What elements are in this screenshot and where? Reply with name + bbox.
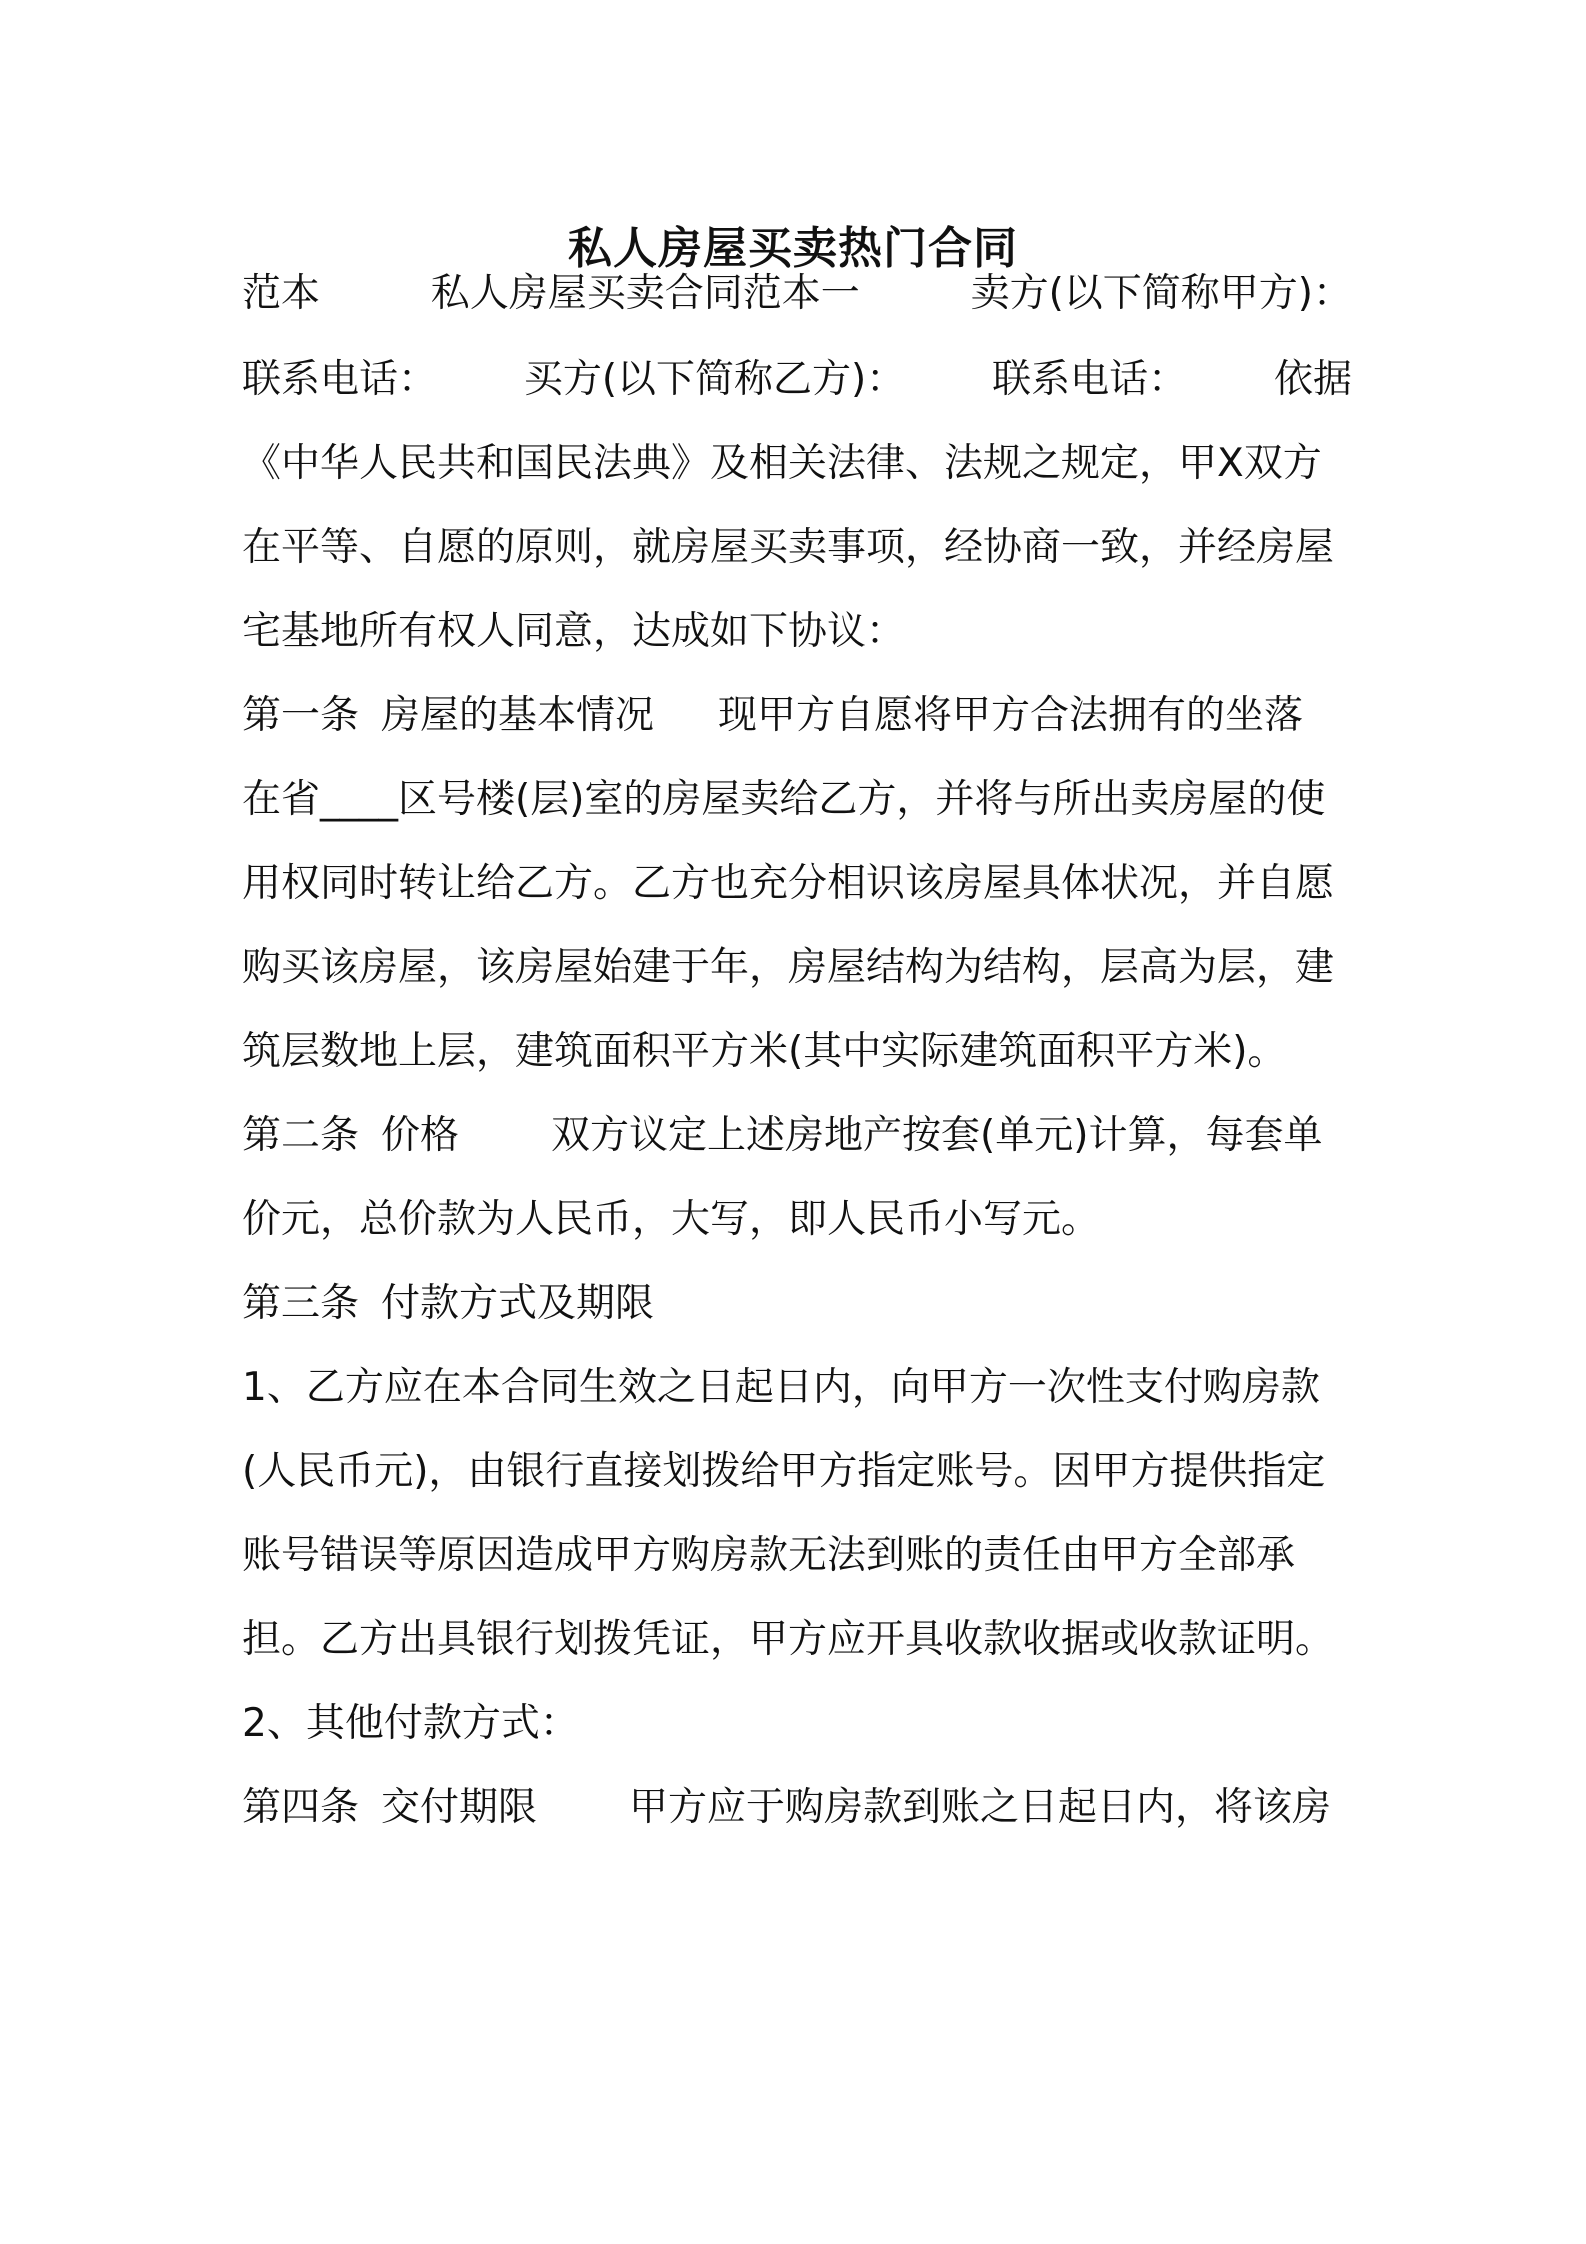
body-text: 1、乙方应在本合同生效之日起日内，向甲方一次性支付购房款 [242,1365,1320,1410]
article-4-heading-line [242,1778,1352,1838]
article-3-clause-1-line-3 [242,1526,1352,1586]
body-text: 担。乙方出具银行划拨凭证，甲方应开具收款收据或收款证明。 [242,1617,1335,1662]
preamble-line-1 [242,264,1352,324]
article-3-heading-line [242,1274,1352,1334]
seller-label: 卖方(以下简称甲方)： [970,271,1352,316]
article-2-text: 双方议定上述房地产按套(单元)计算，每套单 [551,1113,1323,1158]
template-label: 范本 [242,271,321,316]
article-1-title: 房屋的基本情况 [381,693,655,738]
basis-text: 依据 [1273,357,1352,402]
article-1-heading-line [242,686,1352,746]
article-4-number: 第四条 [242,1785,360,1830]
seller-phone-label: 联系电话： [242,357,438,402]
article-1-line-2 [242,770,1352,830]
document-title: 私人房屋买卖热门合同 [568,223,1018,274]
body-text: 账号错误等原因造成甲方购房款无法到账的责任由甲方全部承 [242,1533,1296,1578]
body-text: (人民币元)，由银行直接划拨给甲方指定账号。因甲方提供指定 [242,1449,1326,1494]
article-2-number: 第二条 [242,1113,360,1158]
buyer-label: 买方(以下简称乙方)： [523,357,906,402]
preamble-line-5 [242,602,1352,662]
article-1-line-3 [242,854,1352,914]
article-1-line-4 [242,938,1352,998]
body-text: 价元，总价款为人民币，大写，即人民币小写元。 [242,1197,1101,1242]
article-4-title: 交付期限 [381,1785,538,1830]
article-1-number: 第一条 [242,693,360,738]
body-text: 在省____区号楼(层)室的房屋卖给乙方，并将与所出卖房屋的使 [242,777,1326,822]
article-3-clause-1-line-4 [242,1610,1352,1670]
preamble-line-3 [242,434,1352,494]
article-3-title: 付款方式及期限 [381,1281,655,1326]
article-2-heading-line [242,1106,1352,1166]
preamble-line-4 [242,518,1352,578]
article-3-number: 第三条 [242,1281,360,1326]
body-text: 用权同时转让给乙方。乙方也充分相识该房屋具体状况，并自愿 [242,861,1335,906]
article-1-line-5 [242,1022,1352,1082]
article-3-clause-1-line-2 [242,1442,1352,1502]
template-name: 私人房屋买卖合同范本一 [430,271,860,316]
body-text: 筑层数地上层，建筑面积平方米(其中实际建筑面积平方米)。 [242,1029,1287,1074]
article-3-clause-1-line-1 [242,1358,1352,1418]
article-2-title: 价格 [381,1113,460,1158]
body-text: 2、其他付款方式： [242,1701,579,1746]
body-text: 《中华人民共和国民法典》及相关法律、法规之规定，甲X双方 [242,441,1322,486]
article-2-line-2 [242,1190,1352,1250]
article-4-text: 甲方应于购房款到账之日起日内，将该房 [629,1785,1332,1830]
body-text: 宅基地所有权人同意，达成如下协议： [242,609,906,654]
preamble-line-2 [242,350,1352,410]
body-text: 在平等、自愿的原则，就房屋买卖事项，经协商一致，并经房屋 [242,525,1335,570]
article-3-clause-2 [242,1694,1352,1754]
body-text: 购买该房屋，该房屋始建于年，房屋结构为结构，层高为层，建 [242,945,1335,990]
buyer-phone-label: 联系电话： [992,357,1188,402]
article-1-text: 现甲方自愿将甲方合法拥有的坐落 [718,693,1304,738]
